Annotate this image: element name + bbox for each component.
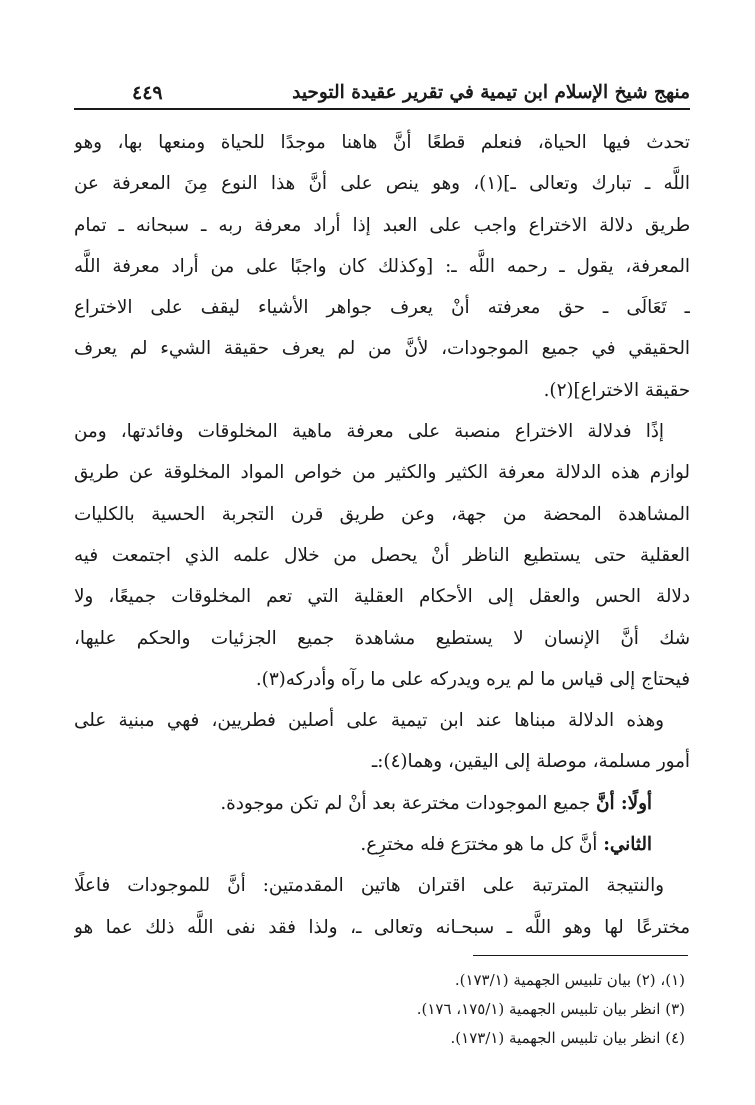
- text-line: ـ تَعَالَى ـ حق معرفته أنْ يعرف جواهر الأشياء ليقف على الاختراع: [74, 297, 690, 319]
- text-line: أمور مسلمة، موصلة إلى اليقين، وهما(٤):ـ: [371, 751, 690, 773]
- premise-second: [74, 824, 690, 865]
- text-line: شك أنَّ الإنسان لا يستطيع مشاهدة جميع الجزئيات والحكم عليها،: [74, 627, 690, 649]
- text-line: المعرفة، يقول ـ رحمه اللَّه ـ: [وكذلك كان واجبًا على من أراد معرفة اللَّه: [74, 255, 690, 277]
- text-line: الحقيقي في جميع الموجودات، لأنَّ من لم يعرف حقيقة الشيء لم يعرف: [74, 338, 690, 360]
- footnote: (٤) انظر بيان تلبيس الجهمية (١٧٣/١).: [450, 1029, 685, 1047]
- footnotes: [85, 966, 685, 1053]
- text-line: طريق دلالة الاختراع واجب على العبد إذا أراد معرفة ربه ـ سبحانه ـ تمام: [74, 214, 690, 236]
- text-line: مخترعًا لها وهو اللَّه ـ سبحـانه وتعالى ـ، ولذا فقد نفى اللَّه ذلك عما هو: [74, 916, 690, 938]
- page-number: ٤٤٩: [132, 82, 163, 104]
- header-title: منهج شيخ الإسلام ابن تيمية في تقرير عقيدة التوحيد: [292, 82, 690, 103]
- text-line: دلالة الحس والعقل إلى الأحكام العقلية التي تعم المخلوقات جميعًا، ولا: [74, 586, 690, 608]
- premise-first: [74, 783, 690, 824]
- main-text: [74, 122, 690, 948]
- paragraph-start: والنتيجة المترتبة على اقتران هاتين المقدمتين: أنَّ للموجودات فاعلًا: [74, 875, 664, 897]
- text-line: تحدث فيها الحياة، فنعلم قطعًا أنَّ هاهنا موجدًا للحياة ومنعها بها، وهو: [74, 132, 690, 153]
- footnote: (١)، (٢) بيان تلبيس الجهمية (١٧٣/١).: [454, 971, 685, 989]
- premise-second-text: أنَّ كل ما هو مخترَع فله مخترِع.: [360, 834, 598, 856]
- header-rule: [74, 108, 690, 110]
- text-line: العقلية حتى يستطيع الناظر أنْ يحصل من خلال علمه الذي اجتمعت فيه: [74, 544, 690, 566]
- footnote-separator: [473, 955, 688, 956]
- text-line: حقيقة الاختراع](٢).: [543, 379, 690, 401]
- premise-first-text: جميع الموجودات مخترعة بعد أنْ لم تكن موجودة.: [220, 792, 591, 814]
- premise-first-label: أولًا: أنَّ: [596, 792, 652, 814]
- text-line: لوازم هذه الدلالة معرفة الكثير والكثير من خواص المواد المخلوقة عن طريق: [74, 462, 690, 484]
- paragraph-start: إذًا فدلالة الاختراع منصبة على معرفة ماهية المخلوقات وفائدتها، ومن: [74, 421, 664, 443]
- footnote: (٣) انظر بيان تلبيس الجهمية (١٧٥/١، ١٧٦).: [416, 1000, 685, 1018]
- text-line: اللَّه ـ تبارك وتعالى ـ](١)، وهو ينص على أنَّ هذا النوع مِنَ المعرفة عن: [74, 173, 690, 195]
- paragraph-start: وهذه الدلالة مبناها عند ابن تيمية على أصلين فطريين، فهي مبنية على: [74, 710, 664, 732]
- premise-second-label: الثاني:: [603, 834, 652, 856]
- running-header: [74, 76, 690, 110]
- text-line: فيحتاج إلى قياس ما لم يره ويدركه على ما رآه وأدركه(٣).: [255, 668, 690, 690]
- text-line: المشاهدة المحضة من جهة، وعن طريق قرن التجربة الحسية بالكليات: [74, 503, 690, 525]
